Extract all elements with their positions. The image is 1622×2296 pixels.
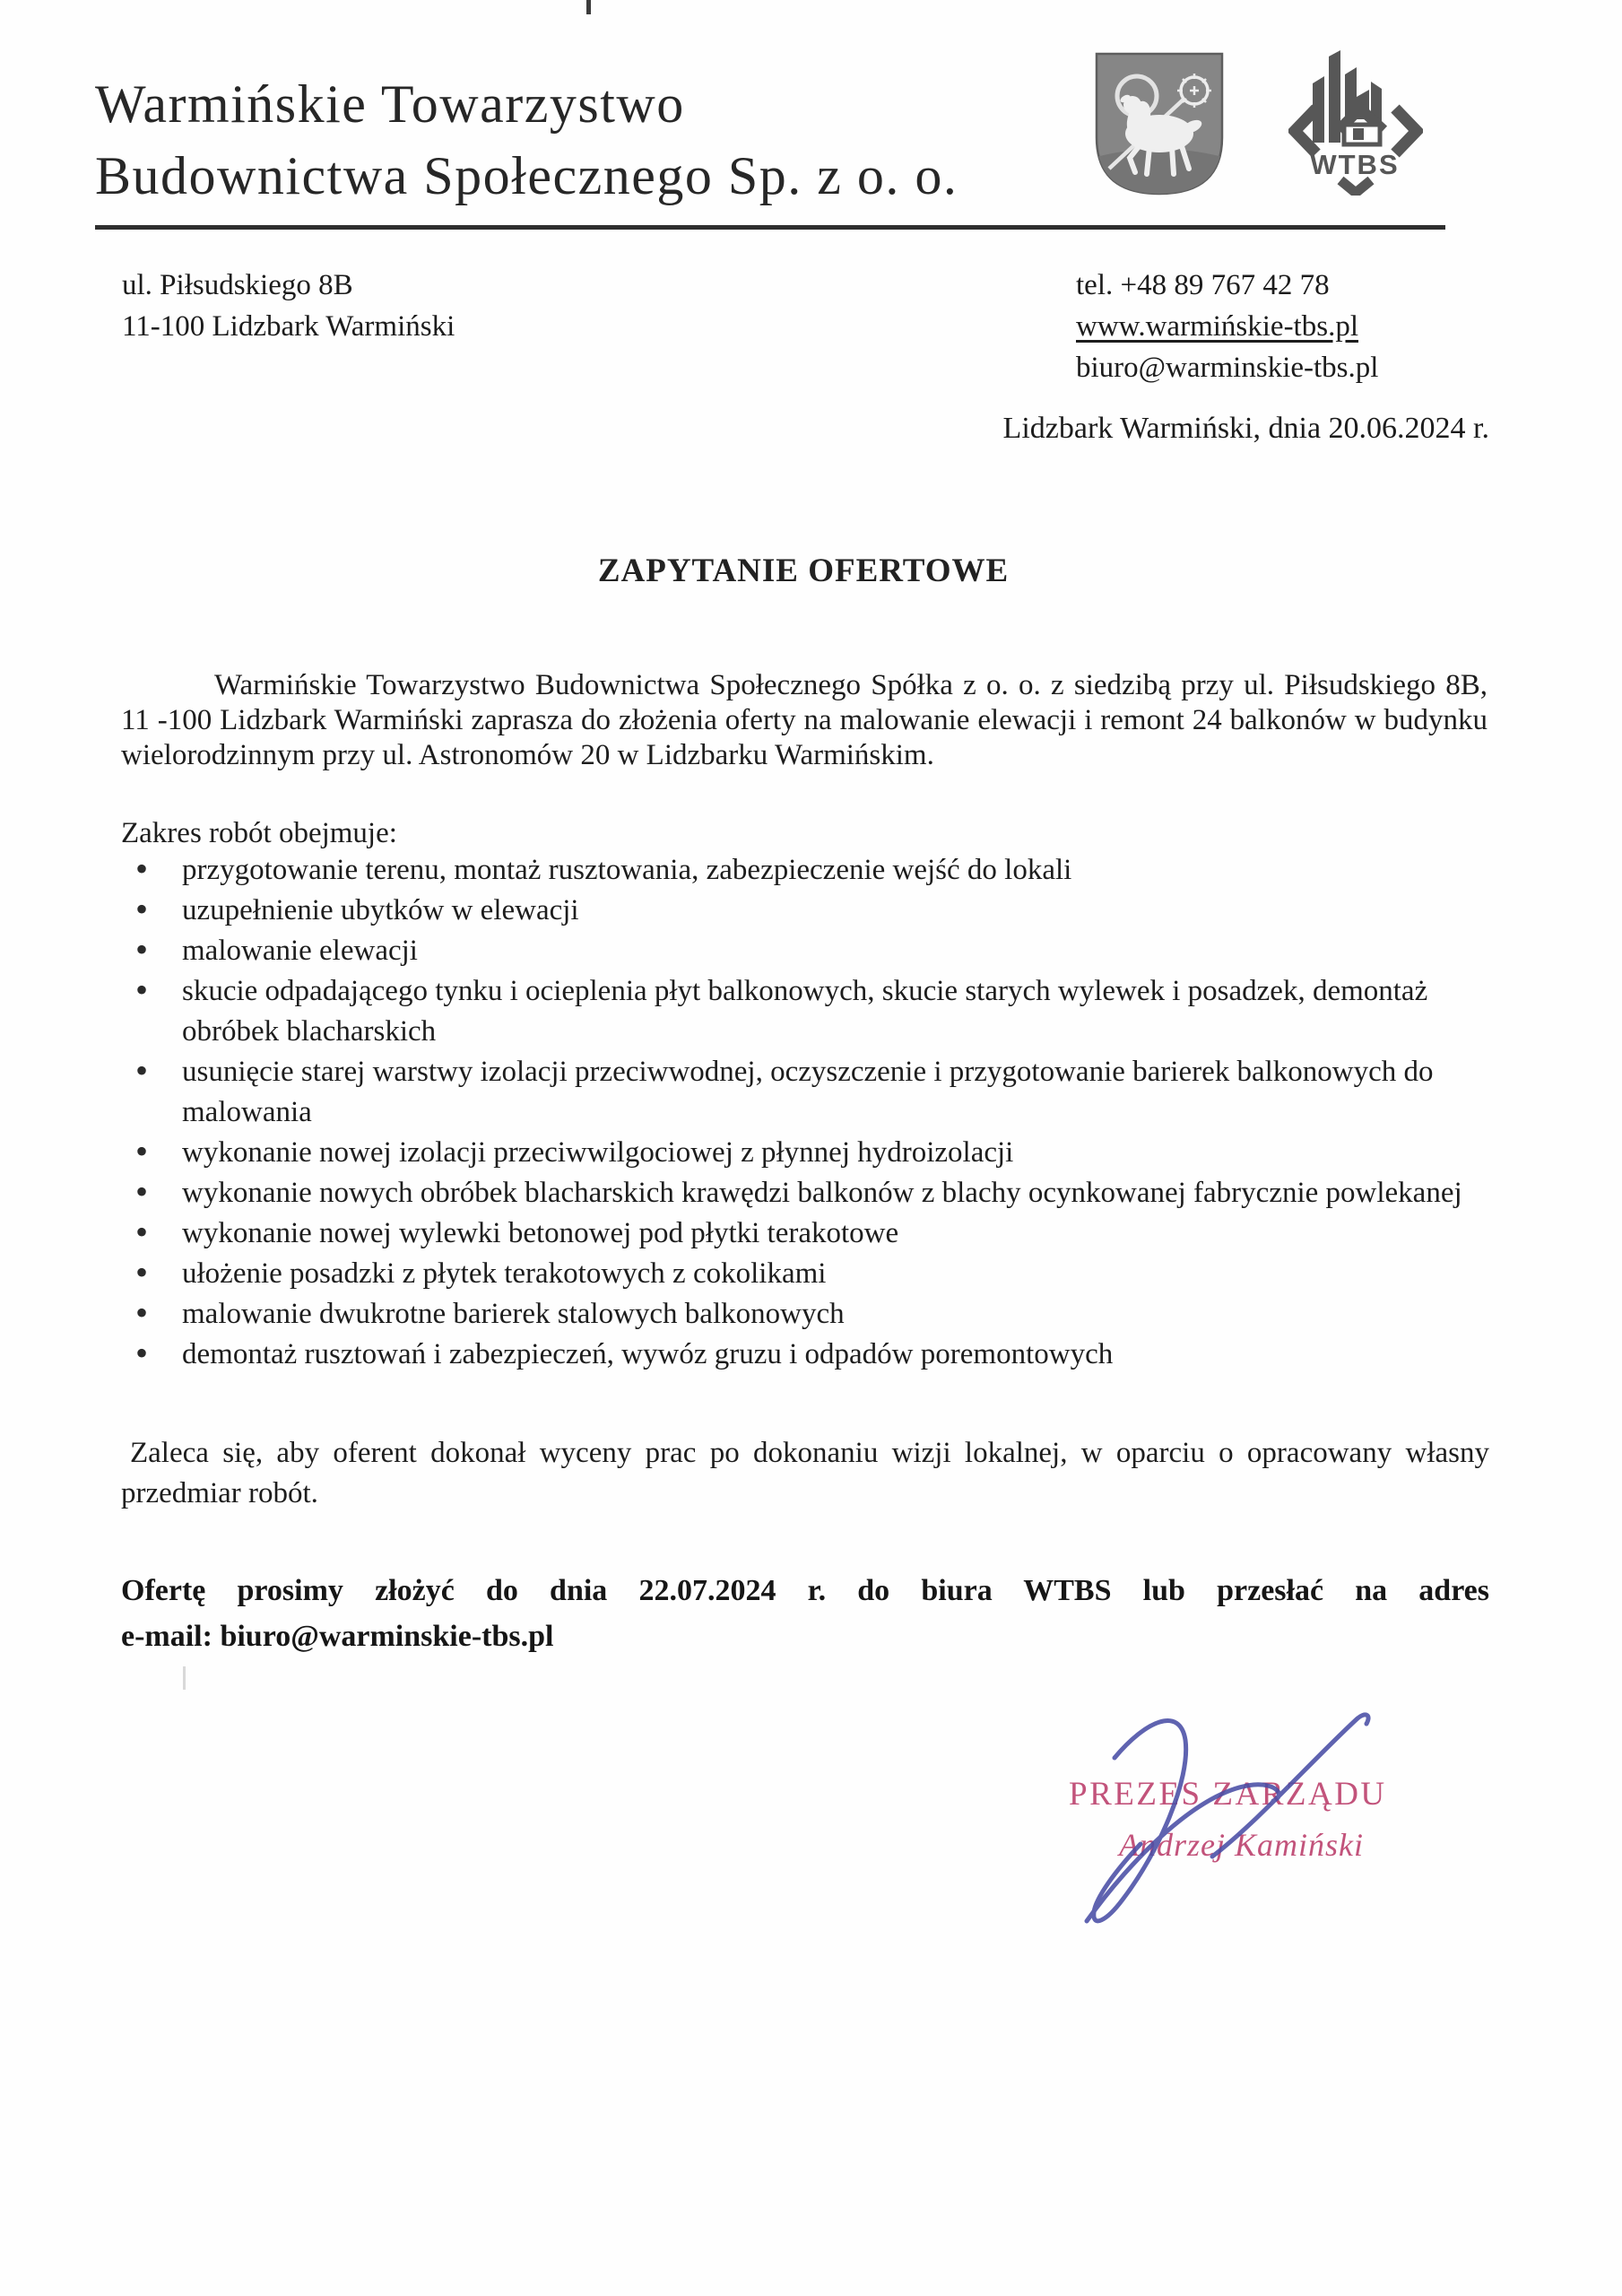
intro-paragraph: Warmińskie Towarzystwo Budownictwa Społecznego Spółka z o. o. z siedzibą przy ul. Piłsudskiego 8B, 11 -100 Lidzbark Warmiński zaprasza do złożenia oferty na malowanie elewacji i remont 24 balkonów w budynku wielorodzinnym przy ul. Astronomów 20 w Lidzbarku Warmińskim.	[121, 669, 1488, 771]
scope-heading: Zakres robót obejmuje:	[121, 817, 397, 849]
scope-item: • przygotowanie terenu, montaż rusztowania, zabezpieczenie wejść do lokali	[121, 850, 1496, 891]
scope-item: • ułożenie posadzki z płytek terakotowych z cokolikami	[121, 1254, 1496, 1294]
scope-item: • malowanie elewacji	[121, 931, 1496, 971]
scope-item: • usunięcie starej warstwy izolacji przeciwwodnej, oczyszczenie i przygotowanie barierek balkonowych do malowania	[121, 1052, 1496, 1133]
house-window	[1353, 128, 1364, 140]
scope-item: • malowanie dwukrotne barierek stalowych balkonowych	[121, 1294, 1496, 1335]
scope-item: • wykonanie nowej izolacji przeciwwilgociowej z płynnej hydroizolacji	[121, 1133, 1496, 1173]
contact-phone: tel. +48 89 767 42 78	[1076, 269, 1330, 301]
coat-of-arms-icon	[1094, 51, 1225, 196]
contact-block	[1076, 265, 1378, 388]
scope-item: • uzupełnienie ubytków w elewacji	[121, 891, 1496, 931]
header-divider	[95, 225, 1445, 230]
dateline: Lidzbark Warmiński, dnia 20.06.2024 r.	[1002, 412, 1489, 445]
submission-line2: e-mail: biuro@warminskie-tbs.pl	[121, 1620, 554, 1653]
scope-item: • wykonanie nowych obróbek blacharskich krawędzi balkonów z blachy ocynkowanej fabrycznie powlekanej	[121, 1173, 1496, 1213]
stamp-title: PREZES ZARZĄDU	[1069, 1776, 1387, 1813]
submission-paragraph	[121, 1568, 1489, 1659]
handwritten-signature	[1031, 1686, 1408, 1946]
company-name-line2: Budownictwa Społecznego Sp. z o. o.	[95, 146, 958, 205]
address-city: 11-100 Lidzbark Warmiński	[122, 310, 455, 343]
wtbs-logo-icon	[1288, 48, 1423, 196]
document-title: ZAPYTANIE OFERTOWE	[597, 552, 1010, 589]
address-street: ul. Piłsudskiego 8B	[122, 269, 353, 301]
scope-item: • skucie odpadającego tynku i ocieplenia płyt balkonowych, skucie starych wylewek i posadzek, demontaż obróbek blacharskich	[121, 971, 1496, 1052]
company-name	[95, 68, 1108, 212]
contact-email: biuro@warminskie-tbs.pl	[1076, 352, 1379, 384]
scope-item: • demontaż rusztowań i zabezpieczeń, wywóz gruzu i odpadów poremontowych	[121, 1335, 1496, 1375]
scan-artifact-small	[183, 1666, 186, 1690]
scope-item: • wykonanie nowej wylewki betonowej pod płytki terakotowe	[121, 1213, 1496, 1254]
stamp-name: Andrzej Kamiński	[1119, 1827, 1364, 1863]
scan-artifact-top	[586, 0, 591, 14]
contact-website: www.warmińskie-tbs.pl	[1076, 310, 1358, 343]
recommendation-paragraph: Zaleca się, aby oferent dokonał wyceny prac po dokonaniu wizji lokalnej, w oparciu o opracowany własny przedmiar robót.	[121, 1437, 1489, 1509]
company-name-line1: Warmińskie Towarzystwo	[95, 74, 685, 134]
wtbs-logo-text: WTBS	[1310, 149, 1400, 180]
address-block	[122, 265, 455, 347]
right-chevron	[1395, 109, 1417, 153]
down-chevron	[1340, 180, 1371, 193]
scope-list	[121, 850, 1496, 1375]
submission-line1: Ofertę prosimy złożyć do dnia 22.07.2024 r. do biura WTBS lub przesłać na adres	[121, 1574, 1489, 1607]
